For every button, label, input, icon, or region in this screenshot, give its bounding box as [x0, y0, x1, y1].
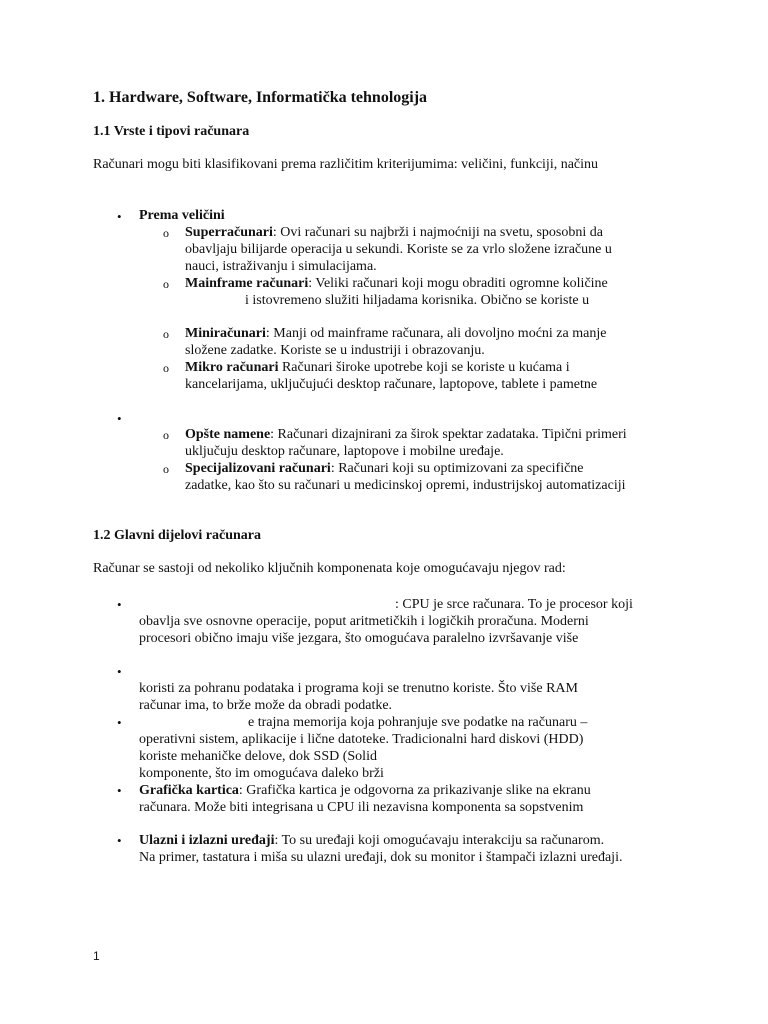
- part-gpu: Grafička kartica: Grafička kartica je odgovorna za prikazivanje slike na ekranu: [139, 783, 591, 798]
- circle-marker: o: [163, 226, 169, 240]
- list-item-line: obavljaju bilijarde operacija u sekundi. Koriste se za vrlo složene izračune u: [185, 242, 612, 257]
- page-number: 1: [93, 949, 100, 963]
- bullet-marker: •: [117, 715, 122, 730]
- list-item-line: nauci, istraživanju i simulacijama.: [185, 259, 377, 274]
- heading-1-2: 1.2 Glavni dijelovi računara: [93, 528, 261, 543]
- list-item-line: kancelarijama, uključujući desktop računare, laptopove, tablete i pametne: [185, 377, 598, 392]
- part-cpu-line: obavlja sve osnovne operacije, poput aritmetičkih i logičkih proračuna. Moderni: [139, 614, 589, 629]
- bullet-marker: •: [117, 664, 122, 679]
- list-item-line: zadatke, kao što su računari u medicinskoj opremi, industrijskoj automatizaciji: [185, 478, 626, 493]
- part-storage-line: operativni sistem, aplikacije i lične datoteke. Tradicionalni hard diskovi (HDD): [139, 732, 584, 747]
- part-ram-line: računar ima, to brže može da obradi podatke.: [139, 698, 393, 713]
- circle-marker: o: [163, 327, 169, 341]
- list-item-mikro-racunari: Mikro računari Računari široke upotrebe koji se koriste u kućama i: [185, 360, 570, 375]
- circle-marker: o: [163, 462, 169, 476]
- intro-paragraph-2: Računar se sastoji od nekoliko ključnih komponenata koje omogućavaju njegov rad:: [93, 561, 566, 576]
- part-gpu-line: računara. Može biti integrisana u CPU ili nezavisna komponenta sa sopstvenim: [139, 800, 584, 815]
- part-ram-line: koristi za pohranu podataka i programa koji se trenutno koriste. Što više RAM: [139, 681, 578, 696]
- part-storage-line: koriste mehaničke delove, dok SSD (Solid: [139, 749, 377, 764]
- list-item-line: složene zadatke. Koriste se u industriji i obrazovanju.: [185, 343, 485, 358]
- part-cpu-line: : CPU je srce računara. To je procesor koji: [395, 597, 633, 612]
- list-item-mainframe: Mainframe računari: Veliki računari koji mogu obraditi ogromne količine: [185, 276, 608, 291]
- part-io-line: Na primer, tastatura i miša su ulazni uređaji, dok su monitor i štampači izlazni uređaji.: [139, 850, 623, 865]
- part-storage-line: komponente, što im omogućava daleko brži: [139, 766, 384, 781]
- bullet-marker: •: [117, 411, 122, 426]
- circle-marker: o: [163, 428, 169, 442]
- list-item-line: i istovremeno služiti hiljadama korisnika. Obično se koriste u: [245, 293, 590, 308]
- bullet-marker: •: [117, 833, 122, 848]
- intro-paragraph: Računari mogu biti klasifikovani prema različitim kriterijumima: veličini, funkciji, načinu: [93, 157, 599, 172]
- circle-marker: o: [163, 277, 169, 291]
- list-title-prema-velicini: Prema veličini: [139, 208, 225, 223]
- list-item-miniracunari: Miniračunari: Manji od mainframe računara, ali dovoljno moćni za manje: [185, 326, 607, 341]
- part-storage-line: e trajna memorija koja pohranjuje sve podatke na računaru –: [248, 715, 588, 730]
- part-cpu-line: procesori obično imaju više jezgara, što omogućava paralelno izvršavanje više: [139, 631, 579, 646]
- circle-marker: o: [163, 361, 169, 375]
- list-item-specijalizovani: Specijalizovani računari: Računari koji su optimizovani za specifične: [185, 461, 584, 476]
- bullet-marker: •: [117, 209, 122, 224]
- bullet-marker: •: [117, 597, 122, 612]
- bullet-marker: •: [117, 783, 122, 798]
- list-item-line: uključuju desktop računare, laptopove i mobilne uređaje.: [185, 444, 504, 459]
- part-io: Ulazni i izlazni uređaji: To su uređaji koji omogućavaju interakciju sa računarom.: [139, 833, 605, 848]
- list-item-superracunari: Superračunari: Ovi računari su najbrži i najmoćniji na svetu, sposobni da: [185, 225, 603, 240]
- heading-1-1: 1.1 Vrste i tipovi računara: [93, 124, 250, 139]
- list-item-opste-namene: Opšte namene: Računari dizajnirani za širok spektar zadataka. Tipični primeri: [185, 427, 627, 442]
- heading-1: 1. Hardware, Software, Informatička tehnologija: [93, 89, 428, 106]
